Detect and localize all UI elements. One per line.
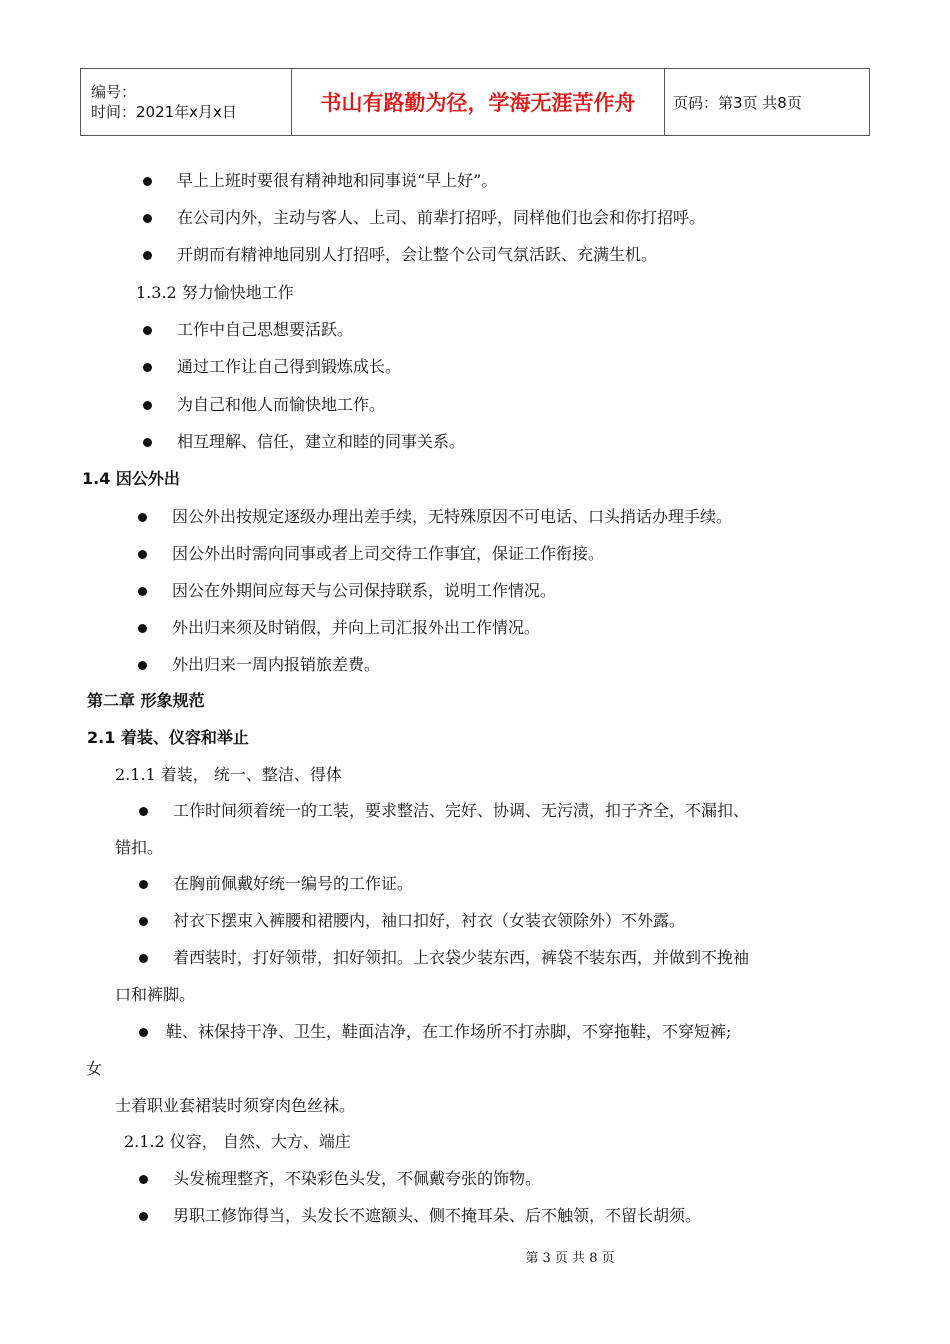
list-item-continuation: 错扣。	[115, 838, 164, 857]
subsection-heading: 1.3.2 努力愉快地工作	[136, 283, 294, 302]
doc-number-label: 编号：	[91, 83, 137, 101]
list-item: 通过工作让自己得到锻炼成长。	[177, 357, 402, 376]
list-item: 衬衣下摆束入裤腰和裙腰内，袖口扣好，衬衣（女装衣领除外）不外露。	[173, 911, 686, 930]
list-item: 在公司内外，主动与客人、上司、前辈打招呼，同样他们也会和你打招呼。	[177, 208, 706, 227]
header-motto: 书山有路勤为径，学海无涯苦作舟	[292, 69, 665, 136]
section-heading: 2.1 着装、仪容和举止	[87, 728, 249, 747]
bullet-icon	[143, 177, 152, 186]
bullet-icon	[143, 401, 152, 410]
bullet-icon	[138, 550, 147, 559]
page-footer	[0, 1247, 950, 1266]
list-item: 早上上班时要很有精神地和同事说“早上好”。	[177, 171, 498, 190]
list-item: 鞋、袜保持干净、卫生，鞋面洁净，在工作场所不打赤脚，不穿拖鞋，不穿短裤;	[166, 1022, 732, 1041]
bullet-icon	[143, 214, 152, 223]
bullet-icon	[139, 880, 148, 889]
bullet-icon	[143, 326, 152, 335]
list-item-continuation: 口和裤脚。	[115, 985, 196, 1004]
bullet-icon	[138, 624, 147, 633]
list-item: 开朗而有精神地同别人打招呼，会让整个公司气氛活跃、充满生机。	[177, 245, 658, 264]
list-item: 因公外出时需向同事或者上司交待工作事宜，保证工作衔接。	[172, 544, 605, 563]
bullet-icon	[143, 251, 152, 260]
bullet-icon	[143, 438, 152, 447]
list-item: 着西装时，打好领带，扣好领扣。上衣袋少装东西，裤袋不装东西，并做到不挽袖	[173, 948, 750, 967]
doc-date-label: 时间：2021年x月x日	[91, 103, 237, 121]
bullet-icon	[139, 1212, 148, 1221]
list-item: 工作中自己思想要活跃。	[177, 320, 354, 339]
bullet-icon	[139, 807, 148, 816]
list-item-continuation: 士着职业套裙装时须穿肉色丝袜。	[115, 1096, 356, 1115]
bullet-icon	[138, 513, 147, 522]
list-item: 因公外出按规定逐级办理出差手续，无特殊原因不可电话、口头捎话办理手续。	[172, 507, 733, 526]
bullet-icon	[139, 954, 148, 963]
list-item: 外出归来一周内报销旅差费。	[172, 655, 381, 674]
footer-page-number: 第 3 页 共 8 页	[525, 1251, 615, 1266]
list-item: 在胸前佩戴好统一编号的工作证。	[173, 874, 414, 893]
subsection-heading: 2.1.1 着装， 统一、整洁、得体	[115, 765, 342, 784]
bullet-icon	[138, 661, 147, 670]
list-item: 男职工修饰得当，头发长不遮额头、侧不掩耳朵、后不触领，不留长胡须。	[173, 1206, 702, 1225]
list-item: 外出归来须及时销假，并向上司汇报外出工作情况。	[172, 618, 541, 637]
list-item: 工作时间须着统一的工装，要求整洁、完好、协调、无污渍，扣子齐全，不漏扣、	[173, 801, 750, 820]
header-meta	[81, 69, 292, 136]
bullet-icon	[139, 1028, 148, 1037]
header-page-label: 页码：第3页 共8页	[665, 69, 870, 136]
subsection-heading: 2.1.2 仪容， 自然、大方、端庄	[124, 1132, 351, 1151]
bullet-icon	[138, 587, 147, 596]
page-header	[80, 68, 870, 136]
bullet-icon	[143, 363, 152, 372]
bullet-icon	[139, 1175, 148, 1184]
bullet-icon	[139, 917, 148, 926]
list-item-continuation: 女	[86, 1059, 103, 1078]
chapter-heading: 第二章 形象规范	[87, 691, 205, 710]
list-item: 为自己和他人而愉快地工作。	[177, 395, 386, 414]
section-heading: 1.4 因公外出	[82, 469, 180, 488]
list-item: 头发梳理整齐，不染彩色头发，不佩戴夸张的饰物。	[173, 1169, 542, 1188]
list-item: 相互理解、信任，建立和睦的同事关系。	[177, 432, 466, 451]
list-item: 因公在外期间应每天与公司保持联系，说明工作情况。	[172, 581, 557, 600]
